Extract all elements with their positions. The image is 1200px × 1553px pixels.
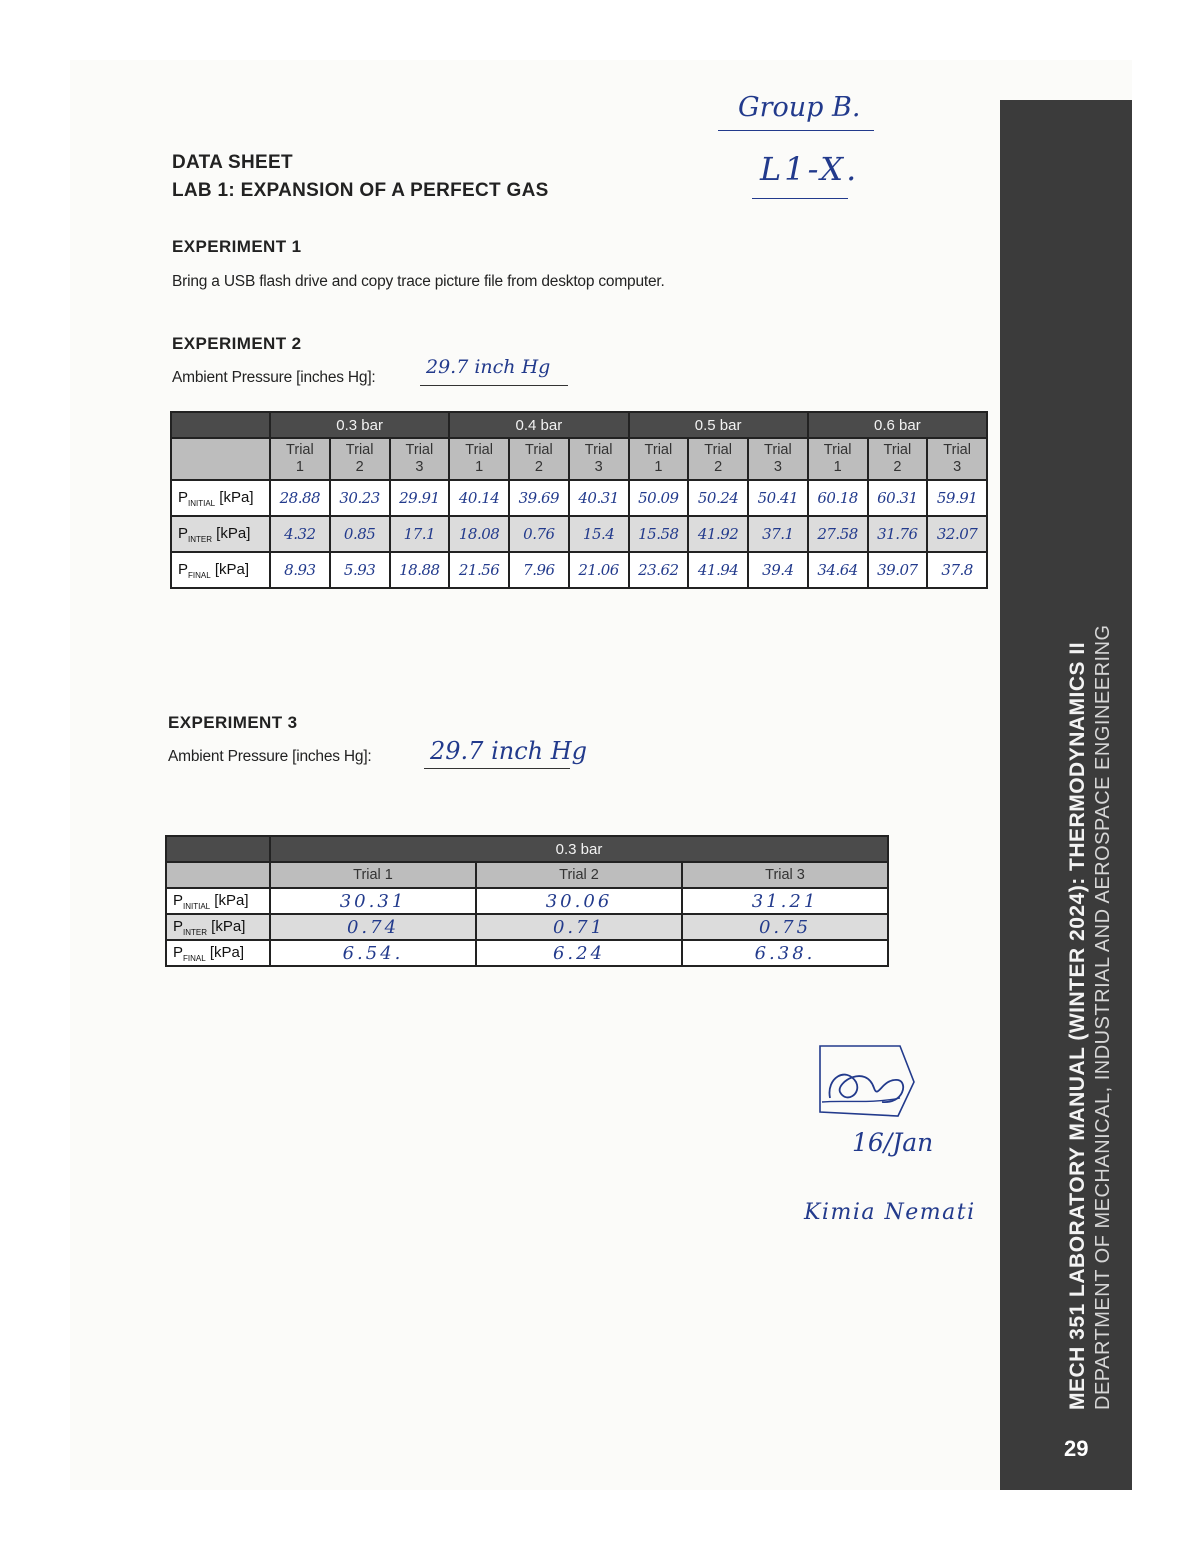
experiment3-ambient-label: Ambient Pressure [inches Hg]: [168, 748, 372, 765]
pressure-symbol: P [178, 560, 189, 578]
trial-word: Trial [704, 442, 732, 458]
trial-number: 1 [295, 459, 304, 475]
lab-underline [752, 198, 848, 199]
group-header: 0.3 bar [270, 412, 449, 438]
experiment2-ambient-line [420, 385, 568, 386]
value-cell: 6.38. [682, 940, 888, 966]
value-cell: 7.96 [509, 552, 569, 588]
pressure-unit: [kPa] [205, 943, 245, 961]
trial-header [390, 438, 450, 480]
trial-header [868, 438, 928, 480]
value-cell: 17.1 [390, 516, 450, 552]
trial-header [629, 438, 689, 480]
experiment2-ambient-value: 29.7 inch Hg [426, 356, 551, 378]
table-row [166, 940, 888, 966]
trial-number: 2 [534, 459, 543, 475]
experiment2-table [170, 411, 988, 589]
trial-number: 2 [355, 459, 364, 475]
experiment3-ambient-line [424, 768, 570, 769]
trial-number: 2 [893, 459, 902, 475]
value-cell: 39.69 [509, 480, 569, 516]
value-cell: 31.21 [682, 888, 888, 914]
value-cell: 8.93 [270, 552, 330, 588]
value-cell: 29.91 [390, 480, 450, 516]
row-label [171, 516, 270, 552]
pressure-subscript: FINAL [188, 570, 211, 580]
value-cell: 0.71 [476, 914, 682, 940]
value-cell: 60.18 [808, 480, 868, 516]
trial-header [927, 438, 987, 480]
value-cell: 5.93 [330, 552, 390, 588]
group-header: 0.4 bar [449, 412, 628, 438]
trial-number: 1 [833, 459, 842, 475]
table-row [166, 888, 888, 914]
trial-header [808, 438, 868, 480]
experiment3-trial-row [166, 862, 888, 888]
row-label [166, 940, 270, 966]
trial-number: 3 [773, 459, 782, 475]
page-subtitle: LAB 1: EXPANSION OF A PERFECT GAS [172, 180, 549, 201]
trial-header [330, 438, 390, 480]
table-row [166, 914, 888, 940]
experiment3-heading: EXPERIMENT 3 [168, 713, 298, 732]
value-cell: 6.54. [270, 940, 476, 966]
group-header: 0.3 bar [270, 836, 888, 862]
value-cell: 0.74 [270, 914, 476, 940]
trial-header [569, 438, 629, 480]
trial-word: Trial [584, 442, 613, 458]
group-header: 0.5 bar [629, 412, 808, 438]
page-number: 29 [1064, 1436, 1089, 1461]
value-cell: 30.23 [330, 480, 390, 516]
manual-title: MECH 351 LABORATORY MANUAL (WINTER 2024): THERMODYNAMICS II [1066, 641, 1089, 1410]
value-cell: 59.91 [927, 480, 987, 516]
table-row [171, 480, 987, 516]
page-title: DATA SHEET [172, 152, 293, 173]
value-cell: 41.94 [688, 552, 748, 588]
pressure-symbol: P [178, 488, 189, 506]
value-cell: 50.09 [629, 480, 689, 516]
value-cell: 30.31 [270, 888, 476, 914]
value-cell: 40.14 [449, 480, 509, 516]
trial-number: 3 [415, 459, 424, 475]
table-row [171, 516, 987, 552]
value-cell: 60.31 [868, 480, 928, 516]
trial-word: Trial [525, 442, 553, 458]
value-cell: 15.4 [569, 516, 629, 552]
value-cell: 18.88 [390, 552, 450, 588]
trial-header: Trial 1 [270, 862, 476, 888]
trial-header [688, 438, 748, 480]
pressure-symbol: P [173, 917, 184, 935]
trial-number: 2 [714, 459, 723, 475]
row-label [166, 914, 270, 940]
pressure-symbol: P [178, 524, 189, 542]
value-cell: 0.85 [330, 516, 390, 552]
pressure-unit: [kPa] [207, 917, 246, 935]
group-underline [718, 130, 874, 131]
value-cell: 30.06 [476, 888, 682, 914]
table-row [171, 552, 987, 588]
value-cell: 18.08 [449, 516, 509, 552]
corner-cell [171, 412, 270, 438]
corner-cell [166, 836, 270, 862]
side-band-text [1066, 410, 1115, 1410]
value-cell: 34.64 [808, 552, 868, 588]
value-cell: 21.06 [569, 552, 629, 588]
value-cell: 0.76 [509, 516, 569, 552]
trial-header: Trial 2 [476, 862, 682, 888]
value-cell: 41.92 [688, 516, 748, 552]
corner-cell [166, 862, 270, 888]
experiment3-group-row [166, 836, 888, 862]
pressure-symbol: P [173, 943, 184, 961]
trial-header [449, 438, 509, 480]
trial-word: Trial [465, 442, 493, 458]
value-cell: 4.32 [270, 516, 330, 552]
group-header: 0.6 bar [808, 412, 987, 438]
value-cell: 39.4 [748, 552, 808, 588]
trial-header: Trial 3 [682, 862, 888, 888]
group-note: Group B. [738, 92, 861, 123]
experiment1-heading: EXPERIMENT 1 [172, 237, 302, 256]
pressure-subscript: FINAL [183, 953, 206, 963]
pressure-symbol: P [173, 891, 184, 909]
experiment2-group-row [171, 412, 987, 438]
trial-number: 1 [654, 459, 663, 475]
experiment2-trial-row [171, 438, 987, 480]
value-cell: 0.75 [682, 914, 888, 940]
trial-word: Trial [764, 442, 792, 458]
experiment2-heading: EXPERIMENT 2 [172, 334, 302, 353]
trial-word: Trial [883, 442, 912, 458]
experiment3-table [165, 835, 889, 967]
value-cell: 6.24 [476, 940, 682, 966]
pressure-subscript: INTER [188, 534, 213, 544]
row-label [171, 552, 270, 588]
value-cell: 31.76 [868, 516, 928, 552]
trial-word: Trial [286, 442, 314, 458]
value-cell: 40.31 [569, 480, 629, 516]
value-cell: 50.41 [748, 480, 808, 516]
experiment3-ambient-value: 29.7 inch Hg [430, 737, 588, 765]
student-name: Kimia Nemati [804, 1200, 976, 1225]
pressure-unit: [kPa] [215, 488, 254, 506]
value-cell: 21.56 [449, 552, 509, 588]
trial-number: 3 [953, 459, 962, 475]
value-cell: 50.24 [688, 480, 748, 516]
pressure-subscript: INITIAL [188, 498, 216, 508]
lab-note: L1-X. [760, 150, 860, 188]
trial-header [509, 438, 569, 480]
row-label [166, 888, 270, 914]
corner-cell [171, 438, 270, 480]
trial-word: Trial [943, 442, 971, 458]
pressure-unit: [kPa] [210, 891, 249, 909]
trial-word: Trial [345, 442, 374, 458]
trial-header [270, 438, 330, 480]
value-cell: 39.07 [868, 552, 928, 588]
pressure-subscript: INITIAL [183, 901, 211, 911]
value-cell: 28.88 [270, 480, 330, 516]
pressure-subscript: INTER [183, 927, 208, 937]
signature-date: 16/Jan [852, 1128, 934, 1157]
trial-number: 1 [475, 459, 484, 475]
department-name: DEPARTMENT OF MECHANICAL, INDUSTRIAL AND AEROSPACE ENGINEERING [1092, 624, 1114, 1410]
value-cell: 32.07 [927, 516, 987, 552]
trial-header [748, 438, 808, 480]
experiment1-instruction: Bring a USB flash drive and copy trace picture file from desktop computer. [172, 273, 665, 290]
trial-number: 3 [594, 459, 603, 475]
value-cell: 27.58 [808, 516, 868, 552]
value-cell: 23.62 [629, 552, 689, 588]
experiment2-ambient-label: Ambient Pressure [inches Hg]: [172, 369, 376, 386]
trial-word: Trial [405, 442, 434, 458]
pressure-unit: [kPa] [212, 524, 251, 542]
row-label [171, 480, 270, 516]
trial-word: Trial [823, 442, 852, 458]
trial-word: Trial [644, 442, 673, 458]
signature [812, 1042, 916, 1126]
value-cell: 15.58 [629, 516, 689, 552]
value-cell: 37.8 [927, 552, 987, 588]
pressure-unit: [kPa] [210, 560, 250, 578]
value-cell: 37.1 [748, 516, 808, 552]
